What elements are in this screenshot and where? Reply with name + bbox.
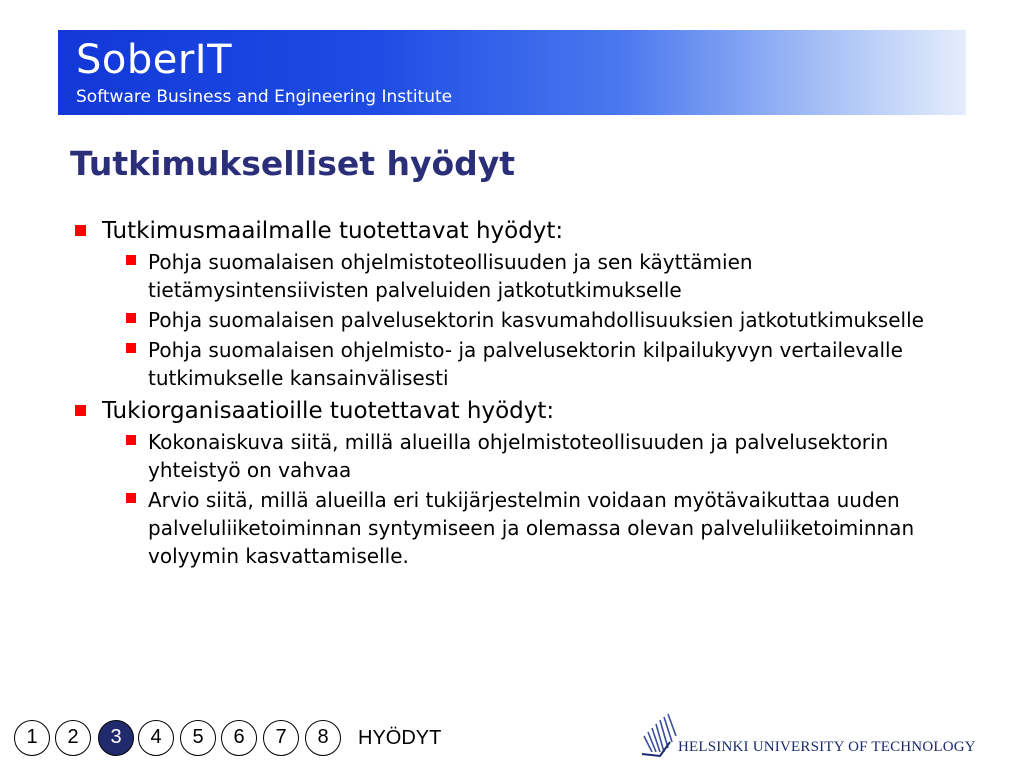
org-name: SoberIT	[76, 37, 233, 83]
square-bullet-icon	[126, 493, 136, 503]
sub-bullet-point	[70, 336, 950, 392]
nav-page-1-button[interactable]: 1	[14, 720, 50, 756]
sub-bullet-text: Pohja suomalaisen ohjelmistoteollisuuden ja sen käyttämien tietämysintensiivisten palveluiden jatkotutkimukselle	[148, 250, 753, 302]
bullet-point	[70, 396, 950, 426]
square-bullet-icon	[126, 313, 136, 323]
bullet-point	[70, 216, 950, 246]
square-bullet-icon	[75, 225, 86, 236]
sub-bullet-point	[70, 486, 950, 570]
sub-bullet-point	[70, 248, 950, 304]
sub-bullet-point	[70, 306, 950, 334]
square-bullet-icon	[75, 405, 86, 416]
sub-bullet-text: Kokonaiskuva siitä, millä alueilla ohjelmistoteollisuuden ja palvelusektorin yhteistyö on vahvaa	[148, 430, 889, 482]
square-bullet-icon	[126, 435, 136, 445]
section-label: HYÖDYT	[358, 727, 442, 749]
bullet-list	[70, 212, 950, 570]
nav-page-3-button[interactable]: 3	[98, 720, 134, 756]
hut-logo-icon	[640, 712, 680, 758]
nav-page-6-button[interactable]: 6	[221, 720, 257, 756]
sub-bullet-text: Arvio siitä, millä alueilla eri tukijärjestelmin voidaan myötävaikuttaa uuden palveluliiketoiminnan syntymiseen ja olemassa olevan palveluliiketoiminnan volyymin kasvattamiselle.	[148, 488, 915, 568]
nav-page-5-button[interactable]: 5	[180, 720, 216, 756]
square-bullet-icon	[126, 343, 136, 353]
org-subtitle: Software Business and Engineering Institute	[76, 87, 453, 107]
nav-page-4-button[interactable]: 4	[138, 720, 174, 756]
header-banner	[58, 30, 966, 115]
sub-bullet-text: Pohja suomalaisen palvelusektorin kasvumahdollisuuksien jatkotutkimukselle	[148, 308, 924, 332]
bullet-text: Tukiorganisaatioille tuotettavat hyödyt:	[102, 398, 555, 424]
nav-page-2-button[interactable]: 2	[55, 720, 91, 756]
nav-page-7-button[interactable]: 7	[263, 720, 299, 756]
slide-title: Tutkimukselliset hyödyt	[70, 144, 516, 183]
sub-bullet-text: Pohja suomalaisen ohjelmisto- ja palvelusektorin kilpailukyvyn vertailevalle tutkimukselle kansainvälisesti	[148, 338, 903, 390]
sub-bullet-point	[70, 428, 950, 484]
nav-page-8-button[interactable]: 8	[305, 720, 341, 756]
university-name: HELSINKI UNIVERSITY OF TECHNOLOGY	[678, 739, 976, 755]
square-bullet-icon	[126, 255, 136, 265]
bullet-text: Tutkimusmaailmalle tuotettavat hyödyt:	[102, 218, 564, 244]
